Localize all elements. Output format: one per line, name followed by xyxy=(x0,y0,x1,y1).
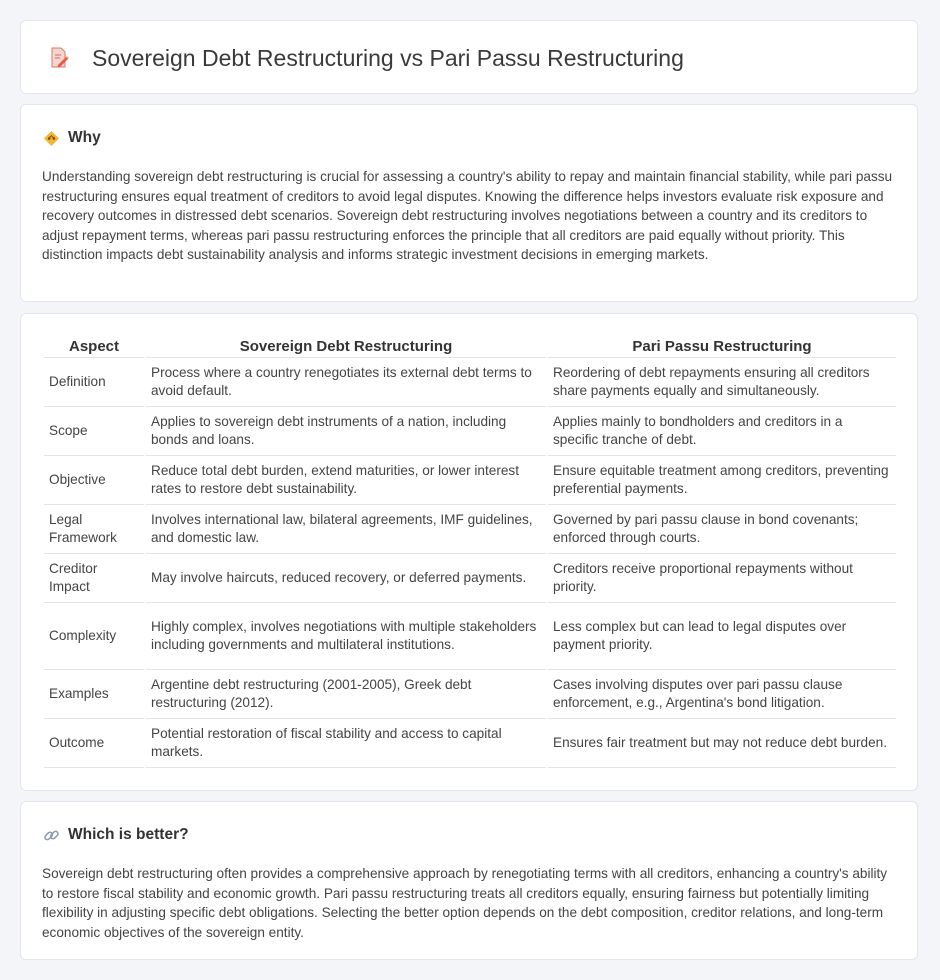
sovereign-cell: Reduce total debt burden, extend maturities, or lower interest rates to restore debt sustainability. xyxy=(146,456,546,505)
aspect-cell: Scope xyxy=(44,407,144,456)
aspect-cell: Definition xyxy=(44,358,144,407)
comparison-table xyxy=(42,336,898,768)
better-title: Which is better? xyxy=(68,826,189,843)
header-pari-passu: Pari Passu Restructuring xyxy=(548,336,896,358)
sovereign-cell: Applies to sovereign debt instruments of a nation, including bonds and loans. xyxy=(146,407,546,456)
header-aspect: Aspect xyxy=(44,336,144,358)
why-section xyxy=(20,104,918,302)
sovereign-cell: Highly complex, involves negotiations with multiple stakeholders including governments and multilateral institutions. xyxy=(146,603,546,670)
pari-cell: Reordering of debt repayments ensuring all creditors share payments equally and simultaneously. xyxy=(548,358,896,407)
why-title: Why xyxy=(68,129,101,146)
pari-cell: Less complex but can lead to legal disputes over payment priority. xyxy=(548,603,896,670)
table-row xyxy=(44,407,896,456)
pari-cell: Creditors receive proportional repayments without priority. xyxy=(548,554,896,603)
aspect-cell: Outcome xyxy=(44,719,144,768)
comparison-section xyxy=(20,313,918,791)
aspect-cell: Objective xyxy=(44,456,144,505)
sovereign-cell: May involve haircuts, reduced recovery, or deferred payments. xyxy=(146,554,546,603)
header-card xyxy=(20,20,918,94)
why-body: Understanding sovereign debt restructuring is crucial for assessing a country's ability to repay and maintain financial stability, while pari passu restructuring ensures equal treatment of creditors to avoid legal disputes. Knowing the difference helps investors evaluate risk exposure and recovery outcomes in distressed debt scenarios. Sovereign debt restructuring involves negotiations between a country and its creditors to adjust repayment terms, whereas pari passu restructuring enforces the principle that all creditors are paid equally without priority. This distinction impacts debt sustainability analysis and informs strategic investment decisions in emerging markets. xyxy=(42,169,893,262)
sovereign-cell: Potential restoration of fiscal stability and access to capital markets. xyxy=(146,719,546,768)
document-pen-icon xyxy=(47,46,71,70)
pari-cell: Ensure equitable treatment among creditors, preventing preferential payments. xyxy=(548,456,896,505)
sovereign-cell: Argentine debt restructuring (2001-2005), Greek debt restructuring (2012). xyxy=(146,670,546,719)
aspect-cell: Examples xyxy=(44,670,144,719)
pari-cell: Cases involving disputes over pari passu clause enforcement, e.g., Argentina's bond litigation. xyxy=(548,670,896,719)
table-row xyxy=(44,358,896,407)
aspect-cell: Legal Framework xyxy=(44,505,144,554)
pari-cell: Governed by pari passu clause in bond covenants; enforced through courts. xyxy=(548,505,896,554)
better-section xyxy=(20,801,918,960)
pari-cell: Ensures fair treatment but may not reduce debt burden. xyxy=(548,719,896,768)
lightbulb-icon xyxy=(43,130,60,147)
table-header-row xyxy=(44,336,896,358)
table-row xyxy=(44,603,896,670)
aspect-cell: Complexity xyxy=(44,603,144,670)
table-row xyxy=(44,505,896,554)
table-row xyxy=(44,554,896,603)
table-row xyxy=(44,719,896,768)
sovereign-cell: Process where a country renegotiates its external debt terms to avoid default. xyxy=(146,358,546,407)
table-row xyxy=(44,670,896,719)
header-sovereign: Sovereign Debt Restructuring xyxy=(146,336,546,358)
sovereign-cell: Involves international law, bilateral agreements, IMF guidelines, and domestic law. xyxy=(146,505,546,554)
better-body: Sovereign debt restructuring often provides a comprehensive approach by renegotiating terms with all creditors, enhancing a country's ability to restore fiscal stability and economic growth. Pari passu restructuring treats all creditors equally, ensuring fairness but potentially limiting flexibility in adjusting specific debt obligations. Selecting the better option depends on the debt composition, creditor relations, and long-term economic objectives of the sovereign entity. xyxy=(42,866,888,940)
link-icon xyxy=(43,827,60,844)
page-title: Sovereign Debt Restructuring vs Pari Passu Restructuring xyxy=(92,44,684,71)
aspect-cell: Creditor Impact xyxy=(44,554,144,603)
pari-cell: Applies mainly to bondholders and creditors in a specific tranche of debt. xyxy=(548,407,896,456)
table-row xyxy=(44,456,896,505)
